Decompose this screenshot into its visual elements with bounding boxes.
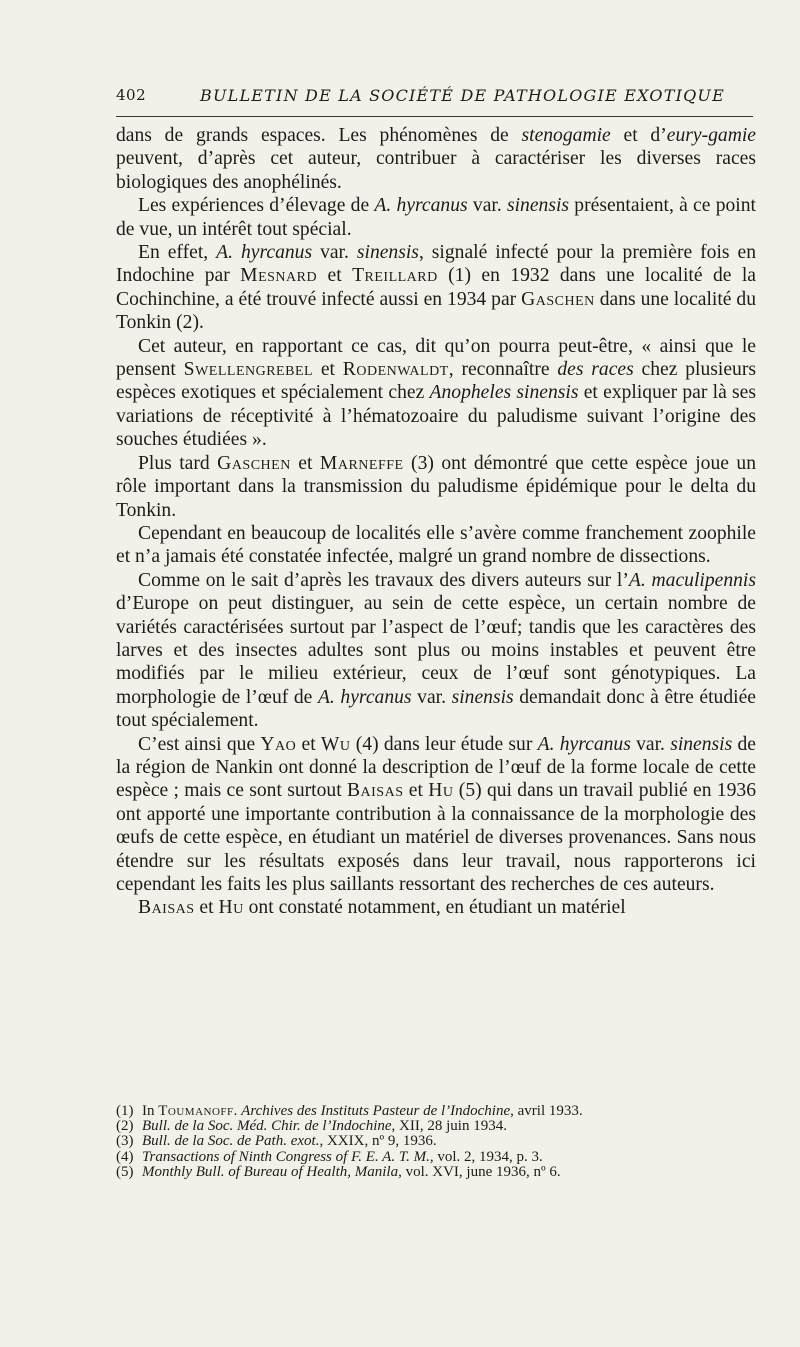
header-rule bbox=[116, 116, 753, 117]
text-run: var. bbox=[411, 686, 452, 708]
paragraph bbox=[116, 335, 756, 452]
text-run: et expliquer par là ses variations de réceptivité à l’hématozoaire du paludisme suivant l’origine des souches étudiées ». bbox=[116, 382, 756, 451]
footnote-number: (4) bbox=[116, 1148, 134, 1165]
text-run: , XII, 28 juin 1934. bbox=[391, 1118, 507, 1135]
text-run: Cependant en beaucoup de localités elle s’avère comme franchement zoophile et n’a jamais été constatée infectée, malgré un grand nombre de dissections. bbox=[116, 522, 756, 568]
footnotes bbox=[116, 1104, 756, 1180]
text-run: var. bbox=[312, 242, 357, 264]
footnote-number: (3) bbox=[116, 1133, 134, 1150]
text-run: peuvent, d’après cet auteur, contribuer à caractériser les diverses races biologiques des anophélinés. bbox=[116, 148, 756, 193]
footnote bbox=[116, 1134, 756, 1149]
text-run: d’Europe on peut distinguer, au sein de cette espèce, un certain nombre de variétés caractérisées surtout par l’aspect de l’œuf; tandis que les caractères des larves et des insectes adultes sont plus ou moins instables et peuvent être modifiés par le milieu extérieur, ceux de l’œuf sont génotypiques. La morphologie de l’œuf de bbox=[116, 593, 756, 708]
text-run: (1) en 1932 dans une localité de la Cochinchine, a été trouvé infecté aussi en 1934 par bbox=[116, 265, 756, 310]
italic-text: des races bbox=[557, 359, 634, 381]
author-name: Swellengrebel bbox=[183, 359, 314, 381]
text-run: de la région de Nankin ont donné la description de l’œuf de la forme locale de cette espèce ; mais ce sont surtout bbox=[116, 733, 756, 802]
author-name: Mesnard bbox=[240, 265, 318, 287]
author-name: Toumanoff bbox=[158, 1103, 234, 1119]
footnote-number: (2) bbox=[116, 1118, 134, 1135]
author-name: Baisas bbox=[138, 897, 195, 919]
text-run: dans de grands espaces. Les phénomènes de bbox=[116, 125, 522, 146]
text-run: dans une localité du Tonkin (2). bbox=[116, 288, 756, 334]
text-run: Plus tard bbox=[138, 452, 218, 474]
text-run: , signalé infecté pour la première fois en Indochine par bbox=[116, 242, 756, 287]
text-run: En effet, bbox=[138, 242, 217, 264]
italic-text: A. hyrcanus bbox=[537, 733, 631, 755]
author-name: Yao bbox=[260, 733, 297, 755]
text-run: , XXIX, nº 9, 1936. bbox=[319, 1133, 437, 1150]
author-name: Gaschen bbox=[217, 452, 291, 474]
text-run: , vol. XVI, june 1936, nº 6. bbox=[398, 1163, 561, 1180]
italic-text: A. hyrcanus bbox=[216, 242, 313, 264]
text-run: et bbox=[313, 359, 343, 381]
footnote bbox=[116, 1165, 756, 1180]
text-run: et bbox=[194, 897, 219, 919]
paragraph bbox=[116, 124, 756, 194]
author-name: Marneffe bbox=[319, 452, 404, 474]
text-run: Les expériences d’élevage de bbox=[138, 195, 375, 217]
paragraph bbox=[116, 241, 756, 335]
paragraph bbox=[116, 522, 756, 569]
text-run: (4) dans leur étude sur bbox=[350, 733, 538, 755]
italic-text: A. maculipennis bbox=[628, 569, 756, 591]
text-run: et bbox=[403, 780, 429, 802]
text-run: chez plusieurs espèces exotiques et spécialement chez bbox=[116, 359, 756, 404]
text-run: (3) ont démontré que cette espèce joue un rôle important dans la transmission du paludisme épidémique pour le delta du Tonkin. bbox=[116, 452, 757, 521]
text-run: var. bbox=[467, 195, 507, 217]
text-run: (5) qui dans un travail publié en 1936 ont apporté une importante contribution à la connaissance de la morphologie des œufs de cette espèce, en étudiant un matériel de diverses provenances. Sans nous étendre sur les résultats exposés dans leur travail, nous rapporterons ici cependant les faits les plus saillants ressortant des recherches de ces auteurs. bbox=[116, 780, 756, 895]
paragraph bbox=[116, 733, 756, 897]
author-name: Hu bbox=[218, 897, 244, 919]
running-header bbox=[116, 86, 756, 110]
text-run: et bbox=[296, 733, 321, 755]
paragraph bbox=[116, 452, 756, 522]
author-name: Baisas bbox=[346, 780, 404, 802]
text-run: , avril 1933. bbox=[510, 1103, 583, 1119]
text-run: var. bbox=[630, 733, 671, 755]
text-run: Cet auteur, en rapportant ce cas, dit qu’on pourra peut-être, « ainsi que le pensent bbox=[116, 335, 756, 381]
italic-text: Anopheles sinensis bbox=[429, 382, 579, 404]
page-number: 402 bbox=[116, 86, 147, 104]
italic-text: A. hyrcanus bbox=[374, 195, 468, 217]
author-name: Gaschen bbox=[521, 288, 595, 310]
italic-text: sinensis bbox=[356, 242, 419, 264]
paragraph bbox=[116, 896, 756, 919]
italic-text: Transactions of Ninth Congress of F. E. A. T. M. bbox=[142, 1148, 430, 1165]
text-run: ont constaté notamment, en étudiant un matériel bbox=[243, 897, 626, 919]
text-run: Comme on le sait d’après les travaux des divers auteurs sur l’ bbox=[138, 569, 629, 591]
footnote bbox=[116, 1119, 756, 1134]
italic-text: sinensis bbox=[451, 686, 514, 708]
author-name: Hu bbox=[428, 780, 454, 802]
italic-text: stenogamie bbox=[521, 125, 611, 146]
italic-text: Bull. de la Soc. Méd. Chir. de l’Indochine bbox=[142, 1118, 392, 1135]
footnote bbox=[116, 1104, 756, 1119]
text-run: demandait donc à être étudiée tout spécialement. bbox=[116, 686, 756, 732]
footnote-number: (1) bbox=[116, 1103, 134, 1119]
italic-text: Archives des Instituts Pasteur de l’Indochine bbox=[241, 1103, 511, 1119]
body-text bbox=[116, 124, 756, 920]
italic-text: eury-gamie bbox=[666, 125, 756, 146]
italic-text: sinensis bbox=[506, 195, 570, 217]
italic-text: Bull. de la Soc. de Path. exot. bbox=[142, 1133, 320, 1150]
text-run: C’est ainsi que bbox=[138, 733, 261, 755]
text-run: et bbox=[290, 452, 320, 474]
author-name: Wu bbox=[320, 733, 351, 755]
author-name: Rodenwaldt bbox=[342, 359, 449, 381]
italic-text: sinensis bbox=[670, 733, 733, 755]
footnote bbox=[116, 1150, 756, 1165]
text-run: et bbox=[317, 265, 353, 287]
text-run: . bbox=[233, 1103, 242, 1119]
paragraph bbox=[116, 194, 756, 241]
running-title: BULLETIN DE LA SOCIÉTÉ DE PATHOLOGIE EXOTIQUE bbox=[200, 86, 725, 105]
italic-text: Monthly Bull. of Bureau of Health, Manila bbox=[142, 1163, 399, 1180]
text-run: In bbox=[142, 1103, 159, 1119]
author-name: Treillard bbox=[352, 265, 438, 287]
text-run: , reconnaître bbox=[448, 359, 558, 381]
text-run: , vol. 2, 1934, p. 3. bbox=[429, 1148, 543, 1165]
paragraph bbox=[116, 569, 756, 733]
text-run: présentaient, à ce point de vue, un intérêt tout spécial. bbox=[116, 195, 756, 240]
text-run: et d’ bbox=[610, 125, 667, 146]
footnote-number: (5) bbox=[116, 1163, 134, 1180]
italic-text: A. hyrcanus bbox=[317, 686, 412, 708]
